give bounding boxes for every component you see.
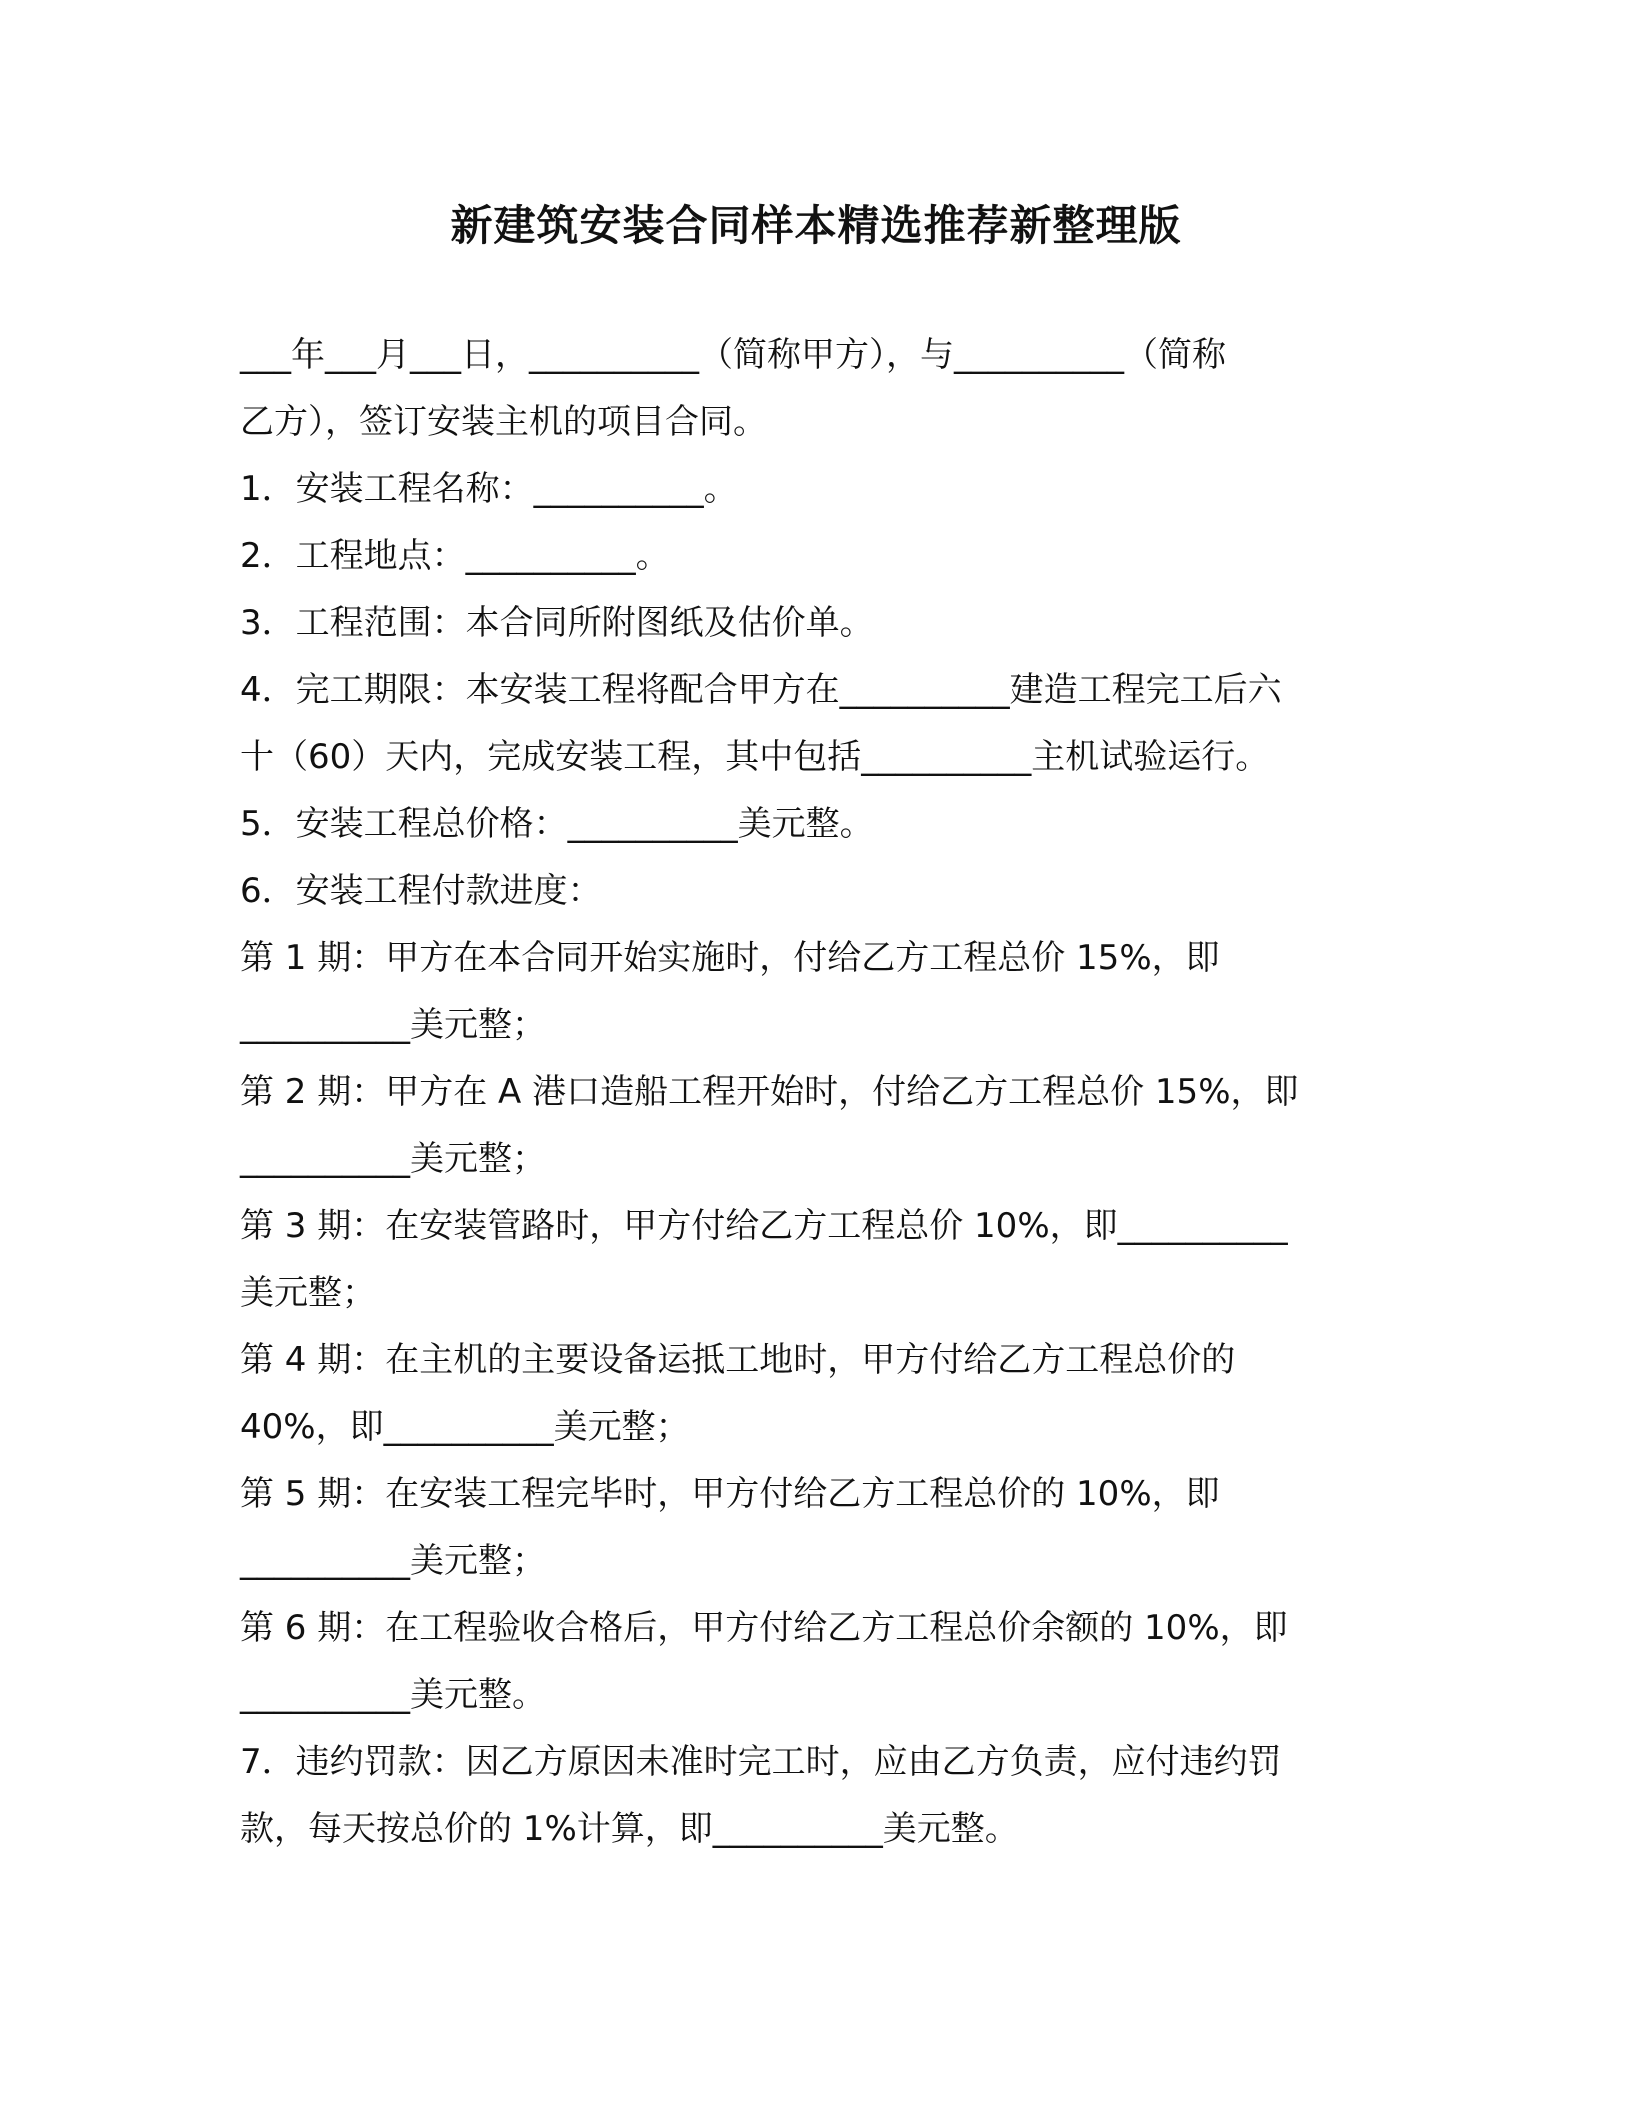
clause-2-location: 2．工程地点：__________。: [240, 536, 670, 576]
payment-phase-1-line-2: __________美元整；: [240, 1005, 546, 1045]
payment-phase-2-line-2: __________美元整；: [240, 1139, 546, 1179]
payment-phase-3-line-2: 美元整；: [240, 1273, 376, 1313]
clause-3-scope: 3．工程范围：本合同所附图纸及估价单。: [240, 603, 874, 643]
clause-5-total-price: 5．安装工程总价格：__________美元整。: [240, 804, 874, 844]
payment-phase-3-line-1: 第 3 期：在安装管路时，甲方付给乙方工程总价 10%，即__________: [240, 1206, 1288, 1246]
clause-7-penalty-line-2: 款，每天按总价的 1%计算，即__________美元整。: [240, 1809, 1019, 1849]
clause-6-payment-heading: 6．安装工程付款进度：: [240, 871, 602, 911]
intro-line-2: 乙方），签订安装主机的项目合同。: [240, 402, 767, 442]
clause-7-penalty-line-1: 7．违约罚款：因乙方原因未准时完工时，应由乙方负责，应付违约罚: [240, 1742, 1282, 1782]
payment-phase-5-line-2: __________美元整；: [240, 1541, 546, 1581]
payment-phase-6-line-2: __________美元整。: [240, 1675, 546, 1715]
payment-phase-2-line-1: 第 2 期：甲方在 A 港口造船工程开始时，付给乙方工程总价 15%，即: [240, 1072, 1299, 1112]
clause-4-deadline-line-1: 4．完工期限：本安装工程将配合甲方在__________建造工程完工后六: [240, 670, 1282, 710]
contract-body: [240, 322, 1380, 1863]
payment-phase-4-line-1: 第 4 期：在主机的主要设备运抵工地时，甲方付给乙方工程总价的: [240, 1340, 1236, 1380]
payment-phase-6-line-1: 第 6 期：在工程验收合格后，甲方付给乙方工程总价余额的 10%，即: [240, 1608, 1288, 1648]
payment-phase-5-line-1: 第 5 期：在安装工程完毕时，甲方付给乙方工程总价的 10%，即: [240, 1474, 1220, 1514]
clause-1-project-name: 1．安装工程名称：__________。: [240, 469, 738, 509]
clause-4-deadline-line-2: 十（60）天内，完成安装工程，其中包括__________主机试验运行。: [240, 737, 1270, 777]
document-title: 新建筑安装合同样本精选推荐新整理版: [450, 201, 1182, 250]
payment-phase-4-line-2: 40%，即__________美元整；: [240, 1407, 690, 1447]
payment-phase-1-line-1: 第 1 期：甲方在本合同开始实施时，付给乙方工程总价 15%，即: [240, 938, 1220, 978]
intro-line-1: ___年___月___日，__________（简称甲方），与__________（简称: [240, 335, 1226, 375]
